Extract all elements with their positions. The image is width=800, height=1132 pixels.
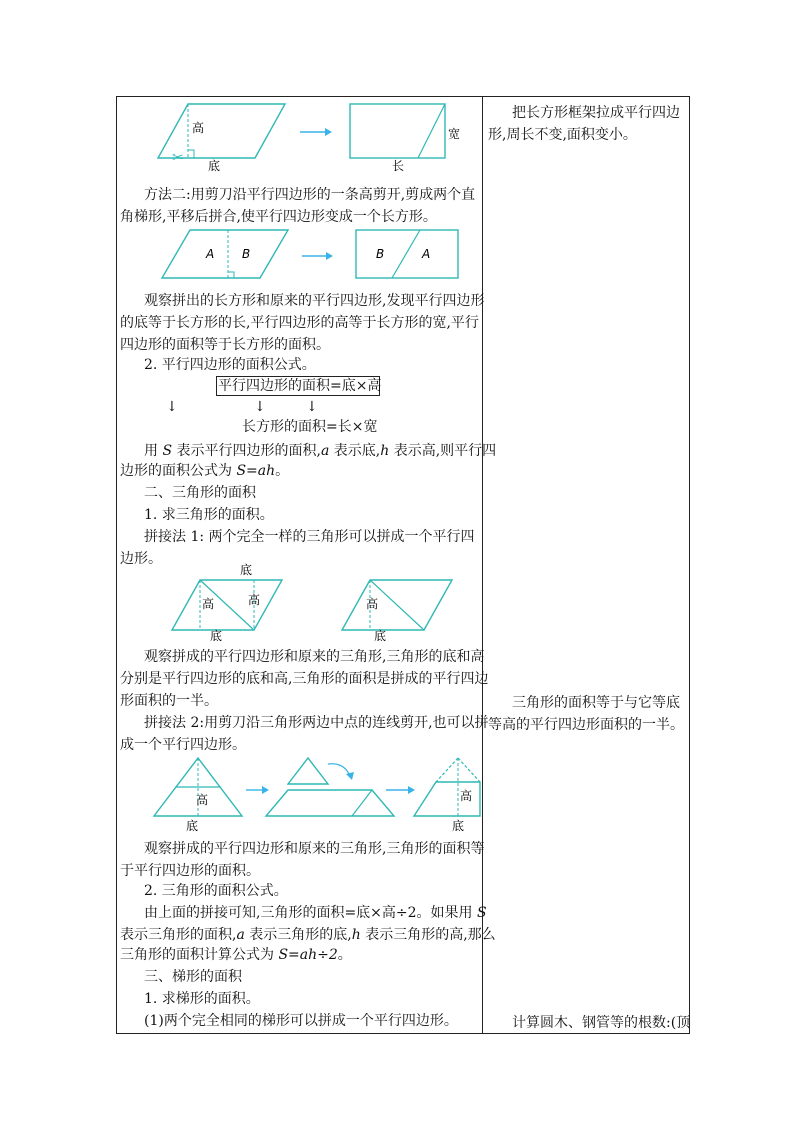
- observe1-line1: 观察拼出的长方形和原来的平行四边形,发现平行四边形: [144, 293, 485, 309]
- note2-line2: 等高的平行四边形面积的一半。: [488, 717, 684, 733]
- label-piece-a: A: [206, 247, 215, 261]
- heading-trapezoid: 三、梯形的面积: [144, 969, 242, 985]
- splice2-line1: 拼接法 2:用剪刀沿三角形两边中点的连线剪开,也可以拼: [144, 715, 489, 731]
- tri-deduce-line3: 三角形的面积计算公式为 S=ah÷2。: [120, 947, 352, 963]
- diagram-triangle-splice2: [146, 752, 486, 834]
- diagram-ab-pieces: [160, 228, 470, 284]
- label-piece-a-2: A: [422, 247, 431, 261]
- observe3-line2: 于平行四边形的面积。: [120, 863, 260, 879]
- label-length: 长: [392, 159, 405, 173]
- triangle-question: 1. 求三角形的面积。: [144, 507, 274, 523]
- arrow-down-icon: ↓: [166, 399, 178, 415]
- label-height-2: 高: [248, 593, 261, 607]
- label-base-3: 底: [374, 629, 387, 643]
- observe1-line3: 四边形的面积等于长方形的面积。: [120, 337, 330, 353]
- tri-formula-title: 2. 三角形的面积公式。: [144, 883, 288, 899]
- diagram-parallelogram-to-rectangle: [150, 100, 470, 180]
- splice1-line1: 拼接法 1: 两个完全一样的三角形可以拼成一个平行四: [144, 529, 475, 545]
- formula-parallelogram: 平行四边形的面积=底×高: [218, 378, 382, 394]
- label-height-1: 高: [202, 597, 215, 611]
- label-piece-b: B: [242, 247, 251, 261]
- observe2-line2: 分别是平行四边形的底和高,三角形的面积是拼成的平行四边: [120, 671, 489, 687]
- scissors-icon: ✂: [172, 150, 184, 166]
- symbol-line1: 用 S 表示平行四边形的面积,a 表示底,h 表示高,则平行四: [144, 443, 497, 459]
- label-base: 底: [208, 159, 221, 173]
- diagram-triangle-splice1: [170, 560, 470, 642]
- method2-line1: 方法二:用剪刀沿平行四边形的一条高剪开,剪成两个直: [144, 187, 476, 203]
- observe2-line3: 形面积的一半。: [120, 693, 218, 709]
- label-piece-b-2: B: [376, 247, 385, 261]
- observe2-line1: 观察拼成的平行四边形和原来的三角形,三角形的底和高: [144, 649, 485, 665]
- observe3-line1: 观察拼成的平行四边形和原来的三角形,三角形的面积等: [144, 841, 485, 857]
- note1-line2: 形,周长不变,面积变小。: [488, 127, 637, 143]
- note3-line1: 计算圆木、钢管等的根数:(顶: [512, 1015, 691, 1031]
- symbol-line2: 边形的面积公式为 S=ah。: [120, 463, 290, 479]
- section2-title: 2. 平行四边形的面积公式。: [144, 357, 316, 373]
- note2-line1: 三角形的面积等于与它等底: [512, 695, 680, 711]
- formula-rectangle: 长方形的面积=长×宽: [242, 419, 378, 435]
- tri-deduce-line2: 表示三角形的面积,a 表示三角形的底,h 表示三角形的高,那么: [120, 927, 496, 943]
- trapezoid-step1: (1)两个完全相同的梯形可以拼成一个平行四边形。: [144, 1013, 458, 1029]
- label-base-4: 底: [186, 819, 199, 833]
- method2-line2: 角梯形,平移后拼合,使平行四边形变成一个长方形。: [120, 209, 437, 225]
- arrow-down-icon: ↓: [254, 399, 266, 415]
- arrow-down-icon: ↓: [306, 399, 318, 415]
- splice2-line2: 成一个平行四边形。: [120, 737, 246, 753]
- column-divider: [482, 96, 483, 1034]
- label-width: 宽: [448, 127, 461, 141]
- label-height-4: 高: [196, 793, 209, 807]
- label-base-5: 底: [452, 819, 465, 833]
- label-height-5: 高: [460, 789, 473, 803]
- label-height: 高: [192, 121, 205, 135]
- label-height-3: 高: [366, 597, 379, 611]
- label-base-bottom: 底: [210, 629, 223, 643]
- observe1-line2: 的底等于长方形的长,平行四边形的高等于长方形的宽,平行: [120, 315, 479, 331]
- label-base-top: 底: [240, 563, 253, 577]
- note1-line1: 把长方形框架拉成平行四边: [512, 105, 680, 121]
- splice1-line2: 边形。: [120, 551, 162, 567]
- tri-deduce-line1: 由上面的拼接可知,三角形的面积=底×高÷2。如果用 S: [144, 905, 487, 921]
- heading-triangle: 二、三角形的面积: [144, 485, 256, 501]
- trapezoid-question: 1. 求梯形的面积。: [144, 991, 260, 1007]
